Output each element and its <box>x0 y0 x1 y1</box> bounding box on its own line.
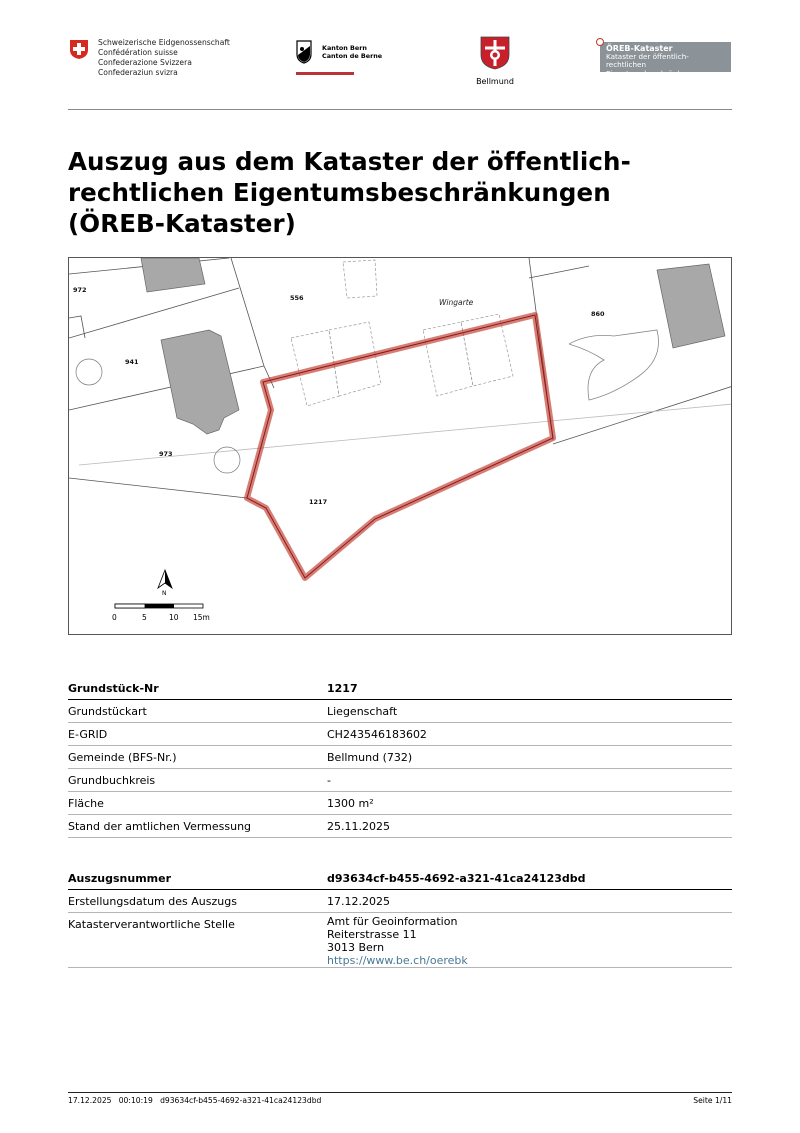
row-value: Bellmund (732) <box>327 751 413 764</box>
row-value: - <box>327 774 331 787</box>
parcel-boundary <box>69 316 85 338</box>
address-line: Amt für Geoinformation <box>327 915 458 928</box>
table-row <box>68 769 732 792</box>
canton-accent-bar <box>296 72 354 75</box>
row-label: Erstellungsdatum des Auszugs <box>68 895 237 908</box>
highlighted-parcel <box>247 315 553 578</box>
table-row <box>68 700 732 723</box>
north-arrow-icon <box>158 570 172 597</box>
table-header-row <box>68 867 732 890</box>
municipality-name: Bellmund <box>476 77 514 86</box>
row-label: Stand der amtlichen Vermessung <box>68 820 252 833</box>
canton-line: Canton de Berne <box>322 52 383 60</box>
parcel-boundary <box>553 386 732 444</box>
row-label: Grundbuchkreis <box>68 774 156 787</box>
row-label: Fläche <box>68 797 104 810</box>
row-label: Grundstückart <box>68 705 147 718</box>
row-label: E-GRID <box>68 728 108 741</box>
title-line: rechtlichen Eigentumsbeschränkungen <box>68 178 611 207</box>
logo-dot-icon <box>596 38 604 46</box>
logo-subtitle-line: Kataster der öffentlich-rechtlichen <box>606 52 689 70</box>
confederation-line: Confederaziun svizra <box>98 68 178 77</box>
parcel-label: 972 <box>73 286 87 294</box>
page-title <box>68 146 732 239</box>
row-value: 1300 m² <box>327 797 374 810</box>
confederation-line: Schweizerische Eidgenossenschaft <box>98 38 230 47</box>
table-row <box>68 815 732 838</box>
scale-label: 5 <box>142 613 147 622</box>
parcel-boundary <box>69 288 239 338</box>
building <box>161 330 239 434</box>
table-header-row <box>68 677 732 700</box>
row-value: 25.11.2025 <box>327 820 390 833</box>
parcel-boundary <box>69 478 247 498</box>
scale-label: 15m <box>193 613 210 622</box>
locality-label: Wingarte <box>439 298 474 307</box>
tree-icon <box>76 359 102 385</box>
planned-building <box>343 260 377 298</box>
row-label: Gemeinde (BFS-Nr.) <box>68 751 177 764</box>
confederation-text <box>98 38 230 78</box>
page-footer <box>68 1096 732 1105</box>
row-label: Grundstück-Nr <box>68 682 159 695</box>
canton-line: Kanton Bern <box>322 44 367 52</box>
footer-divider <box>68 1092 732 1093</box>
title-line: Auszug aus dem Kataster der öffentlich- <box>68 147 631 176</box>
building <box>141 258 205 292</box>
oereb-cadastre-logo <box>600 42 731 78</box>
scale-label: 10 <box>169 613 179 622</box>
swiss-flag-icon <box>68 38 90 60</box>
driveway-outline <box>569 330 659 400</box>
building <box>657 264 725 348</box>
canton-block <box>296 40 382 64</box>
cadastral-map <box>68 257 732 635</box>
parcel-label: 941 <box>125 358 139 366</box>
address-line: 3013 Bern <box>327 941 385 954</box>
title-line: (ÖREB-Kataster) <box>68 209 296 238</box>
logo-title: ÖREB-Kataster <box>606 44 673 53</box>
authority-link[interactable]: https://www.be.ch/oerebk <box>327 954 468 967</box>
highlighted-parcel-inner <box>247 315 553 578</box>
canton-text <box>322 44 382 64</box>
bellmund-coat-of-arms-icon <box>480 36 510 70</box>
footer-meta: 17.12.2025 00:10:19 d93634cf-b455-4692-a321-41ca24123dbd <box>68 1096 322 1105</box>
property-table <box>68 677 732 838</box>
row-value: 17.12.2025 <box>327 895 390 908</box>
table-row <box>68 746 732 769</box>
parcel-label: 860 <box>591 310 605 318</box>
row-value: 1217 <box>327 682 358 695</box>
scale-label: 0 <box>112 613 117 622</box>
authority-address <box>327 915 732 967</box>
map-canvas <box>69 258 732 635</box>
parcel-label: 973 <box>159 450 173 458</box>
table-row <box>68 913 732 968</box>
bern-coat-of-arms-icon <box>296 40 312 64</box>
parcel-label: 556 <box>290 294 304 302</box>
extract-table <box>68 867 732 968</box>
confederation-line: Confédération suisse <box>98 48 178 57</box>
row-label: Auszugsnummer <box>68 872 172 885</box>
row-value: CH243546183602 <box>327 728 427 741</box>
confederation-line: Confederazione Svizzera <box>98 58 192 67</box>
north-label: N <box>162 590 167 597</box>
header-divider <box>68 109 732 110</box>
table-row <box>68 890 732 913</box>
address-line: Reiterstrasse 11 <box>327 928 417 941</box>
row-value: Liegenschaft <box>327 705 398 718</box>
confederation-block <box>68 38 230 78</box>
parcel-label: 1217 <box>309 498 328 506</box>
page-header <box>68 36 732 88</box>
parcel-boundary <box>529 266 589 278</box>
row-value: d93634cf-b455-4692-a321-41ca24123dbd <box>327 872 586 885</box>
logo-subtitle-line: Eigentumsbeschränkungen <box>606 68 704 78</box>
table-row <box>68 792 732 815</box>
table-row <box>68 723 732 746</box>
scale-bar <box>112 604 210 622</box>
page-number: Seite 1/11 <box>693 1096 732 1105</box>
municipality-block <box>473 36 517 86</box>
row-label: Katasterverantwortliche Stelle <box>68 918 235 931</box>
